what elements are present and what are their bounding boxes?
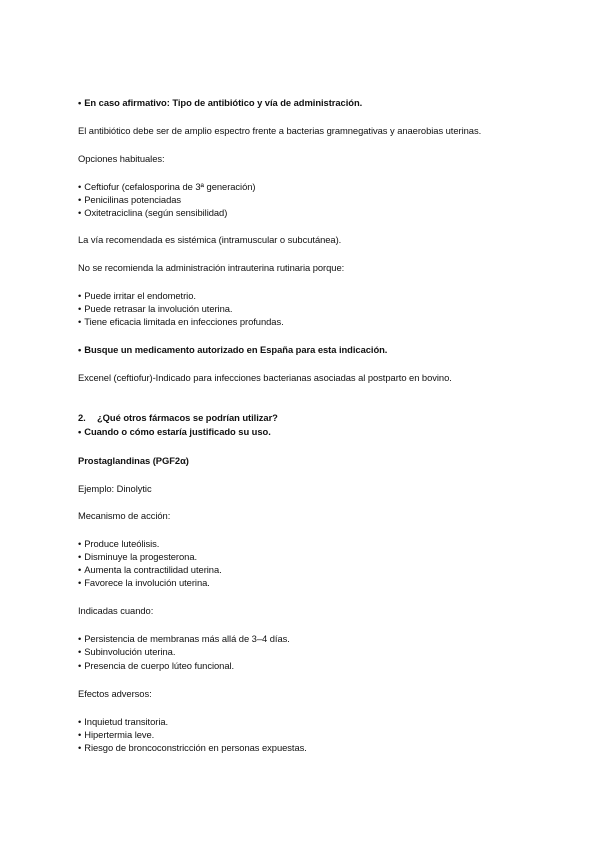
list-item-restlessness: • Inquietud transitoria. <box>78 716 168 728</box>
list-item-ceftiofur: • Ceftiofur (cefalosporina de 3ª generación) <box>78 181 256 193</box>
bullet-heading-justification: • Cuando o cómo estaría justificado su uso. <box>78 426 271 438</box>
label-adverse-effects: Efectos adversos: <box>78 688 152 699</box>
paragraph-example: Ejemplo: Dinolytic <box>78 483 152 494</box>
list-item-luteolysis: • Produce luteólisis. <box>78 538 159 550</box>
list-item-efficacy: • Tiene eficacia limitada en infecciones profundas. <box>78 316 284 328</box>
list-item-hyperthermia: • Hipertermia leve. <box>78 729 154 741</box>
section-number: 2. <box>78 412 86 423</box>
label-usual-options: Opciones habituales: <box>78 153 165 164</box>
paragraph-route: La vía recomendada es sistémica (intramuscular o subcutánea). <box>78 234 342 245</box>
section-heading-2 <box>78 412 278 424</box>
label-mechanism: Mecanismo de acción: <box>78 510 171 521</box>
bullet-heading-authorized-drug: • Busque un medicamento autorizado en España para esta indicación. <box>78 344 387 356</box>
list-item-involution: • Favorece la involución uterina. <box>78 577 210 589</box>
list-item-irritate: • Puede irritar el endometrio. <box>78 290 196 302</box>
list-item-progesterone: • Disminuye la progesterona. <box>78 551 197 563</box>
list-item-delay: • Puede retrasar la involución uterina. <box>78 303 232 315</box>
subheading-prostaglandins: Prostaglandinas (PGF2α) <box>78 455 189 466</box>
paragraph-excenel: Excenel (ceftiofur)-Indicado para infecciones bacterianas asociadas al postparto en bovino. <box>78 372 452 383</box>
paragraph-antibiotic-spectrum: El antibiótico debe ser de amplio espectro frente a bacterias gramnegativas y anaerobias uterinas. <box>78 125 482 136</box>
section-title: ¿Qué otros fármacos se podrían utilizar? <box>97 412 278 423</box>
list-item-contractility: • Aumenta la contractilidad uterina. <box>78 564 222 576</box>
list-item-bronchoconstriction: • Riesgo de broncoconstricción en personas expuestas. <box>78 742 307 754</box>
label-indications: Indicadas cuando: <box>78 605 154 616</box>
bullet-heading-antibiotic-type: • En caso afirmativo: Tipo de antibiótico y vía de administración. <box>78 97 362 109</box>
list-item-subinvolution: • Subinvolución uterina. <box>78 646 175 658</box>
list-item-membranes: • Persistencia de membranas más allá de 3–4 días. <box>78 633 290 645</box>
list-item-corpus-luteum: • Presencia de cuerpo lúteo funcional. <box>78 660 234 672</box>
list-item-penicillins: • Penicilinas potenciadas <box>78 194 181 206</box>
paragraph-intrauterine: No se recomienda la administración intrauterina rutinaria porque: <box>78 262 345 273</box>
list-item-oxytetracycline: • Oxitetraciclina (según sensibilidad) <box>78 207 227 219</box>
